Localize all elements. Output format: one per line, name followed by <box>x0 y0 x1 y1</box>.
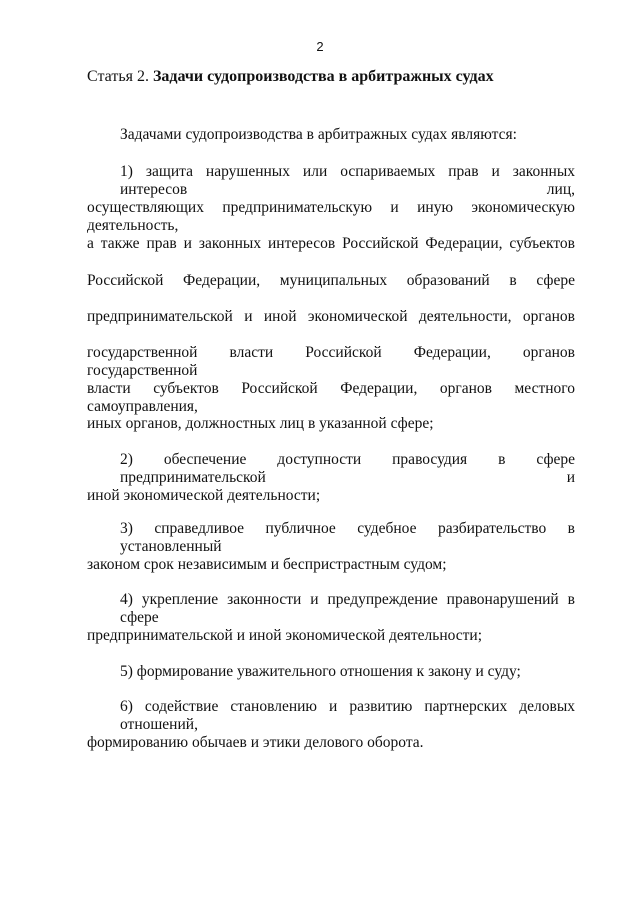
text-line: формированию обычаев и этики делового оборота. <box>87 734 424 751</box>
text-line: 1) защита нарушенных или оспариваемых прав и законных интересов лиц, <box>120 163 575 198</box>
text-line: 6) содействие становлению и развитию партнерских деловых отношений, <box>120 698 575 733</box>
text-line: 5) формирование уважительного отношения к закону и суду; <box>120 663 521 680</box>
text-line: осуществляющих предпринимательскую и иную экономическую деятельность, <box>87 199 575 234</box>
text-line: законом срок независимым и беспристрастным судом; <box>87 556 447 573</box>
text-line: 4) укрепление законности и предупреждение правонарушений в сфере <box>120 591 575 626</box>
text-line: предпринимательской и иной экономической деятельности; <box>87 627 483 644</box>
text-line: иной экономической деятельности; <box>87 487 321 504</box>
text-line: власти субъектов Российской Федерации, органов местного самоуправления, <box>87 380 575 415</box>
text-line: 2) обеспечение доступности правосудия в сфере предпринимательской и <box>120 451 575 486</box>
text-line: иных органов, должностных лиц в указанной сфере; <box>87 415 434 432</box>
text-line: 3) справедливое публичное судебное разбирательство в установленный <box>120 520 575 555</box>
text-line: предпринимательской и иной экономической деятельности, органов <box>87 308 575 325</box>
text-line: Российской Федерации, муниципальных образований в сфере <box>87 272 575 289</box>
page-number: 2 <box>316 39 324 54</box>
text-line: государственной власти Российской Федерации, органов государственной <box>87 344 575 379</box>
article-title: Задачи судопроизводства в арбитражных судах <box>152 68 494 85</box>
intro-text: Задачами судопроизводства в арбитражных судах являются: <box>120 126 517 143</box>
article-number: Статья 2. <box>87 68 149 85</box>
article-heading <box>87 68 575 86</box>
text-line: а также прав и законных интересов Российской Федерации, субъектов <box>87 235 575 252</box>
